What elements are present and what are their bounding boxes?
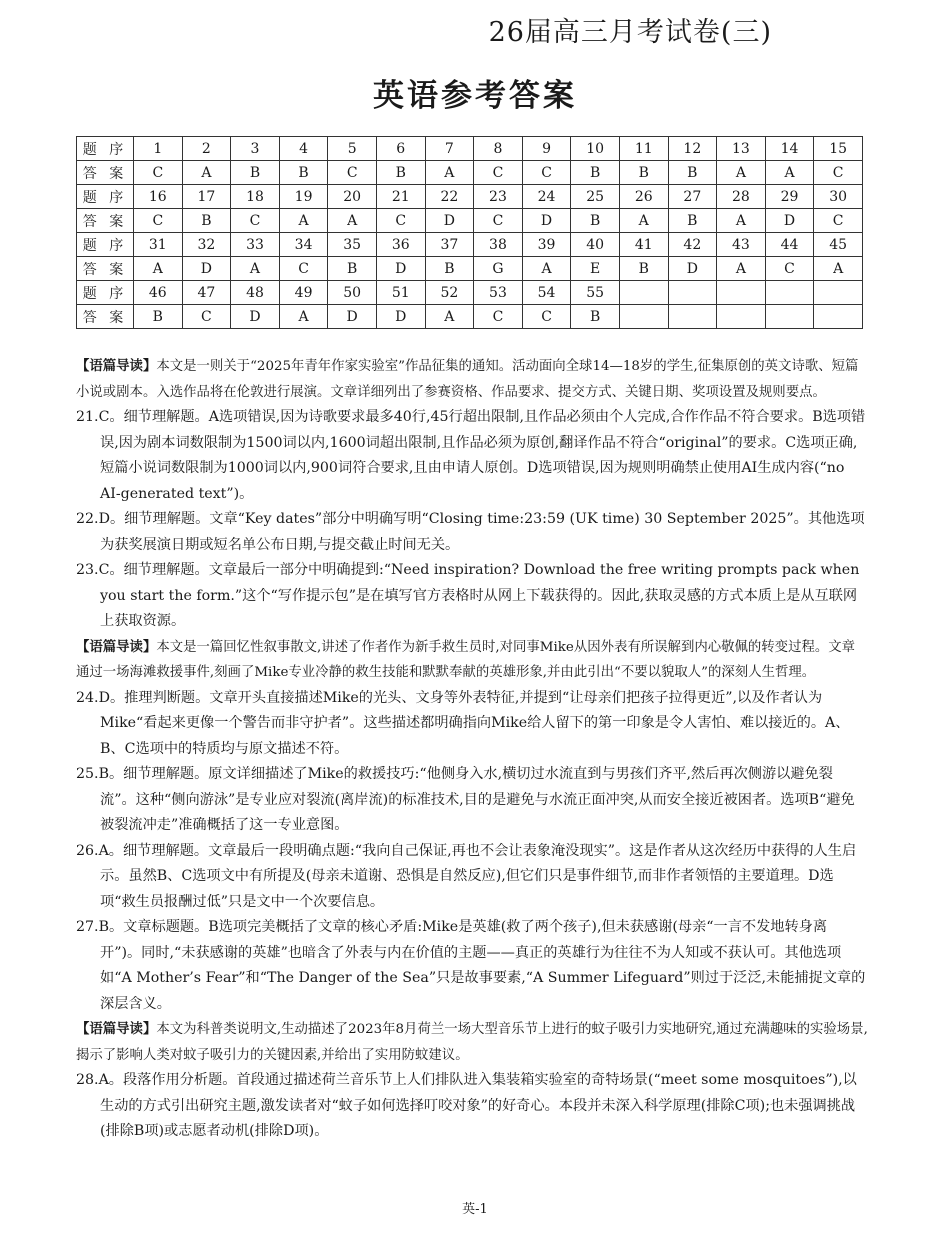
question-number-cell: 34 — [279, 233, 328, 257]
question-number-cell: 32 — [182, 233, 231, 257]
question-number-cell: 46 — [134, 281, 183, 305]
answer-table — [76, 136, 863, 329]
answer-cell: A — [328, 209, 377, 233]
answer-cell: C — [231, 209, 280, 233]
answer-cell: A — [814, 257, 863, 281]
answer-cell: B — [279, 161, 328, 185]
answer-cell: C — [814, 161, 863, 185]
answer-cell: C — [134, 161, 183, 185]
answer-cell: C — [328, 161, 377, 185]
answer-cell: A — [279, 305, 328, 329]
question-number-cell: 52 — [425, 281, 474, 305]
answer-cell: C — [765, 257, 814, 281]
question-number-cell — [814, 281, 863, 305]
question-number-cell: 5 — [328, 137, 377, 161]
answer-cell: A — [717, 257, 766, 281]
question-number-cell: 19 — [279, 185, 328, 209]
answer-cell: A — [134, 257, 183, 281]
question-number-cell: 50 — [328, 281, 377, 305]
answer-cell: B — [425, 257, 474, 281]
answer-explanation: 26.A。细节理解题。文章最后一段明确点题:“我向自己保证,再也不会让表象淹没现实”。这是作者从这次经历中获得的人生启示。虽然B、C选项文中有所提及(母亲未道谢、恐惧是自然反应),但它们只是事件细节,而非作者领悟的主要道理。D选项“救生员报酬过低”只是文中一个次要信息。 — [76, 842, 857, 910]
question-number-cell: 33 — [231, 233, 280, 257]
answer-cell: D — [231, 305, 280, 329]
question-number-cell: 38 — [474, 233, 523, 257]
question-number-cell: 11 — [619, 137, 668, 161]
answer-cell: D — [425, 209, 474, 233]
answer-cell: C — [522, 305, 571, 329]
question-number-cell — [619, 281, 668, 305]
question-number-cell: 36 — [376, 233, 425, 257]
question-number-cell: 45 — [814, 233, 863, 257]
page-title: 英语参考答案 — [373, 78, 577, 114]
passage-intro — [76, 1017, 868, 1068]
question-number-cell: 30 — [814, 185, 863, 209]
answer-cell: B — [571, 305, 620, 329]
question-number-cell: 1 — [134, 137, 183, 161]
answer-explanation: 25.B。细节理解题。原文详细描述了Mike的救援技巧:“他侧身入水,横切过水流直到与男孩们齐平,然后再次侧游以避免裂流”。这种“侧向游泳”是专业应对裂流(离岸流)的标准技术,目的是避免与水流正面冲突,从而安全接近被困者。选项B“避免被裂流冲走”准确概括了这一专业意图。 — [76, 766, 855, 833]
question-number-cell: 4 — [279, 137, 328, 161]
answer-explanation: 21.C。细节理解题。A选项错误,因为诗歌要求最多40行,45行超出限制,且作品必须由个人完成,合作作品不符合要求。B选项错误,因为剧本词数限制为1500词以内,1600词超出限制,且作品必须为原创,翻译作品不符合“original”的要求。C选项正确,短篇小说词数限制为1000词以内,900词符合要求,且由申请人原创。D选项错误,因为规则明确禁止使用AI生成内容(“no AI-generated text”)。 — [76, 409, 866, 502]
question-number-cell: 21 — [376, 185, 425, 209]
question-number-cell: 13 — [717, 137, 766, 161]
answer-cell: D — [182, 257, 231, 281]
question-number-cell: 20 — [328, 185, 377, 209]
answer-cell: G — [474, 257, 523, 281]
question-number-cell: 40 — [571, 233, 620, 257]
answer-cell: C — [279, 257, 328, 281]
answer-cell: A — [279, 209, 328, 233]
exam-series-title: 26届高三月考试卷(三) — [488, 17, 772, 48]
intro-tag: 【语篇导读】 — [76, 358, 157, 374]
answer-cell — [814, 305, 863, 329]
question-row-label: 题 序 — [77, 137, 134, 161]
answer-cell: D — [376, 305, 425, 329]
answer-row-label: 答 案 — [77, 305, 134, 329]
question-number-cell: 26 — [619, 185, 668, 209]
question-number-cell: 29 — [765, 185, 814, 209]
question-number-cell — [717, 281, 766, 305]
answer-cell: A — [231, 257, 280, 281]
intro-text: 本文为科普类说明文,生动描述了2023年8月荷兰一场大型音乐节上进行的蚊子吸引力实地研究,通过充满趣味的实验场景,揭示了影响人类对蚊子吸引力的关键因素,并给出了实用防蚊建议。 — [76, 1022, 868, 1063]
question-number-cell: 27 — [668, 185, 717, 209]
answer-cell: D — [522, 209, 571, 233]
answer-cell: D — [765, 209, 814, 233]
answer-cell: B — [619, 161, 668, 185]
answer-explanation: 24.D。推理判断题。文章开头直接描述Mike的光头、文身等外表特征,并提到“让母亲们把孩子拉得更近”,以及作者认为Mike“看起来更像一个警告而非守护者”。这些描述都明确指向Mike给人留下的第一印象是令人害怕、难以接近的。A、B、C选项中的特质均与原文描述不符。 — [76, 689, 850, 757]
question-number-cell: 51 — [376, 281, 425, 305]
answer-cell: B — [571, 161, 620, 185]
question-row-label: 题 序 — [77, 233, 134, 257]
passage-intro — [76, 354, 868, 405]
question-number-cell: 2 — [182, 137, 231, 161]
answer-cell — [668, 305, 717, 329]
question-number-cell: 48 — [231, 281, 280, 305]
page-number: 英-1 — [462, 1202, 488, 1217]
question-row-label: 题 序 — [77, 281, 134, 305]
answer-cell: C — [522, 161, 571, 185]
answer-cell: A — [425, 161, 474, 185]
answer-explanation: 27.B。文章标题题。B选项完美概括了文章的核心矛盾:Mike是英雄(救了两个孩子),但未获感谢(母亲“一言不发地转身离开”)。同时,“未获感谢的英雄”也暗含了外表与内在价值的主题——真正的英雄行为往往不为人知或不获认可。其他选项如“A Mother’s Fear”和“The Danger of the Sea”只是故事要素,“A Summer Lifeguard”则过于泛泛,未能捕捉文章的深层含义。 — [76, 919, 866, 1012]
question-number-cell: 8 — [474, 137, 523, 161]
answer-row-label: 答 案 — [77, 209, 134, 233]
answer-explanation: 22.D。细节理解题。文章“Key dates”部分中明确写明“Closing time:23:59 (UK time) 30 September 2025”。其他选项为获奖展演日期或短名单公布日期,与提交截止时间无关。 — [76, 511, 865, 553]
question-number-cell: 7 — [425, 137, 474, 161]
answer-cell: D — [668, 257, 717, 281]
answer-cell: B — [182, 209, 231, 233]
answer-row — [77, 161, 863, 185]
question-number-cell: 9 — [522, 137, 571, 161]
question-number-cell: 44 — [765, 233, 814, 257]
question-number-cell: 53 — [474, 281, 523, 305]
question-row-label: 题 序 — [77, 185, 134, 209]
question-number-cell: 12 — [668, 137, 717, 161]
question-number-cell: 43 — [717, 233, 766, 257]
intro-text: 本文是一篇回忆性叙事散文,讲述了作者作为新手救生员时,对同事Mike从因外表有所误解到内心敬佩的转变过程。文章通过一场海滩救援事件,刻画了Mike专业冷静的救生技能和默默奉献的英雄形象,并由此引出“不要以貌取人”的深刻人生哲理。 — [76, 639, 856, 680]
question-number-cell: 17 — [182, 185, 231, 209]
answer-cell: B — [668, 209, 717, 233]
question-number-cell: 28 — [717, 185, 766, 209]
answer-cell: B — [134, 305, 183, 329]
answer-cell: A — [522, 257, 571, 281]
answer-explanation: 28.A。段落作用分析题。首段通过描述荷兰音乐节上人们排队进入集装箱实验室的奇特场景(“meet some mosquitoes”),以生动的方式引出研究主题,激发读者对“蚊子如何选择叮咬对象”的好奇心。本段并未深入科学原理(排除C项);也未强调挑战(排除B项)或志愿者动机(排除D项)。 — [76, 1072, 857, 1139]
answer-cell: A — [765, 161, 814, 185]
answer-cell: B — [328, 257, 377, 281]
answer-cell: B — [619, 257, 668, 281]
question-number-cell: 49 — [279, 281, 328, 305]
question-number-cell: 24 — [522, 185, 571, 209]
question-number-cell: 6 — [376, 137, 425, 161]
answer-row-label: 答 案 — [77, 161, 134, 185]
question-number-cell: 35 — [328, 233, 377, 257]
question-number-cell: 39 — [522, 233, 571, 257]
question-number-cell: 10 — [571, 137, 620, 161]
answer-cell — [717, 305, 766, 329]
question-number-cell: 42 — [668, 233, 717, 257]
question-number-cell — [765, 281, 814, 305]
answer-table-body — [77, 137, 863, 329]
question-row — [77, 137, 863, 161]
answer-cell: C — [474, 305, 523, 329]
question-row — [77, 281, 863, 305]
question-number-cell: 22 — [425, 185, 474, 209]
question-number-cell: 41 — [619, 233, 668, 257]
answer-explanation: 23.C。细节理解题。文章最后一部分中明确提到:“Need inspiration? Download the free writing prompts pack when you start the form.”这个“写作提示包”是在填写官方表格时从网上下载获得的。因此,获取灵感的方式本质上是从互联网上获取资源。 — [76, 562, 860, 629]
answer-cell — [765, 305, 814, 329]
answer-cell: D — [376, 257, 425, 281]
intro-tag: 【语篇导读】 — [76, 1021, 157, 1037]
answer-cell: C — [474, 161, 523, 185]
question-number-cell: 18 — [231, 185, 280, 209]
answer-row — [77, 209, 863, 233]
answer-cell: E — [571, 257, 620, 281]
answer-cell: B — [571, 209, 620, 233]
answer-row — [77, 305, 863, 329]
answer-cell: C — [134, 209, 183, 233]
intro-tag: 【语篇导读】 — [76, 638, 157, 655]
intro-text: 本文是一则关于“2025年青年作家实验室”作品征集的通知。活动面向全球14—18岁的学生,征集原创的英文诗歌、短篇小说或剧本。入选作品将在伦敦进行展演。文章详细列出了参赛资格、作品要求、提交方式、关键日期、奖项设置及规则要点。 — [76, 359, 859, 400]
answer-cell — [619, 305, 668, 329]
answer-cell: A — [619, 209, 668, 233]
question-number-cell: 55 — [571, 281, 620, 305]
answer-cell: A — [425, 305, 474, 329]
answer-cell: C — [474, 209, 523, 233]
question-number-cell: 25 — [571, 185, 620, 209]
question-number-cell: 54 — [522, 281, 571, 305]
passage-intro — [76, 635, 868, 686]
answer-cell: A — [717, 161, 766, 185]
question-number-cell: 3 — [231, 137, 280, 161]
answer-cell: B — [231, 161, 280, 185]
question-row — [77, 185, 863, 209]
question-number-cell: 31 — [134, 233, 183, 257]
question-number-cell: 23 — [474, 185, 523, 209]
answer-cell: A — [182, 161, 231, 185]
question-number-cell: 16 — [134, 185, 183, 209]
question-number-cell: 14 — [765, 137, 814, 161]
question-number-cell — [668, 281, 717, 305]
answer-cell: C — [376, 209, 425, 233]
answer-cell: A — [717, 209, 766, 233]
question-row — [77, 233, 863, 257]
answer-cell: B — [376, 161, 425, 185]
answer-cell: C — [182, 305, 231, 329]
explanations — [76, 354, 868, 1145]
question-number-cell: 47 — [182, 281, 231, 305]
question-number-cell: 37 — [425, 233, 474, 257]
answer-cell: C — [814, 209, 863, 233]
answer-row — [77, 257, 863, 281]
question-number-cell: 15 — [814, 137, 863, 161]
answer-cell: D — [328, 305, 377, 329]
answer-row-label: 答 案 — [77, 257, 134, 281]
answer-cell: B — [668, 161, 717, 185]
